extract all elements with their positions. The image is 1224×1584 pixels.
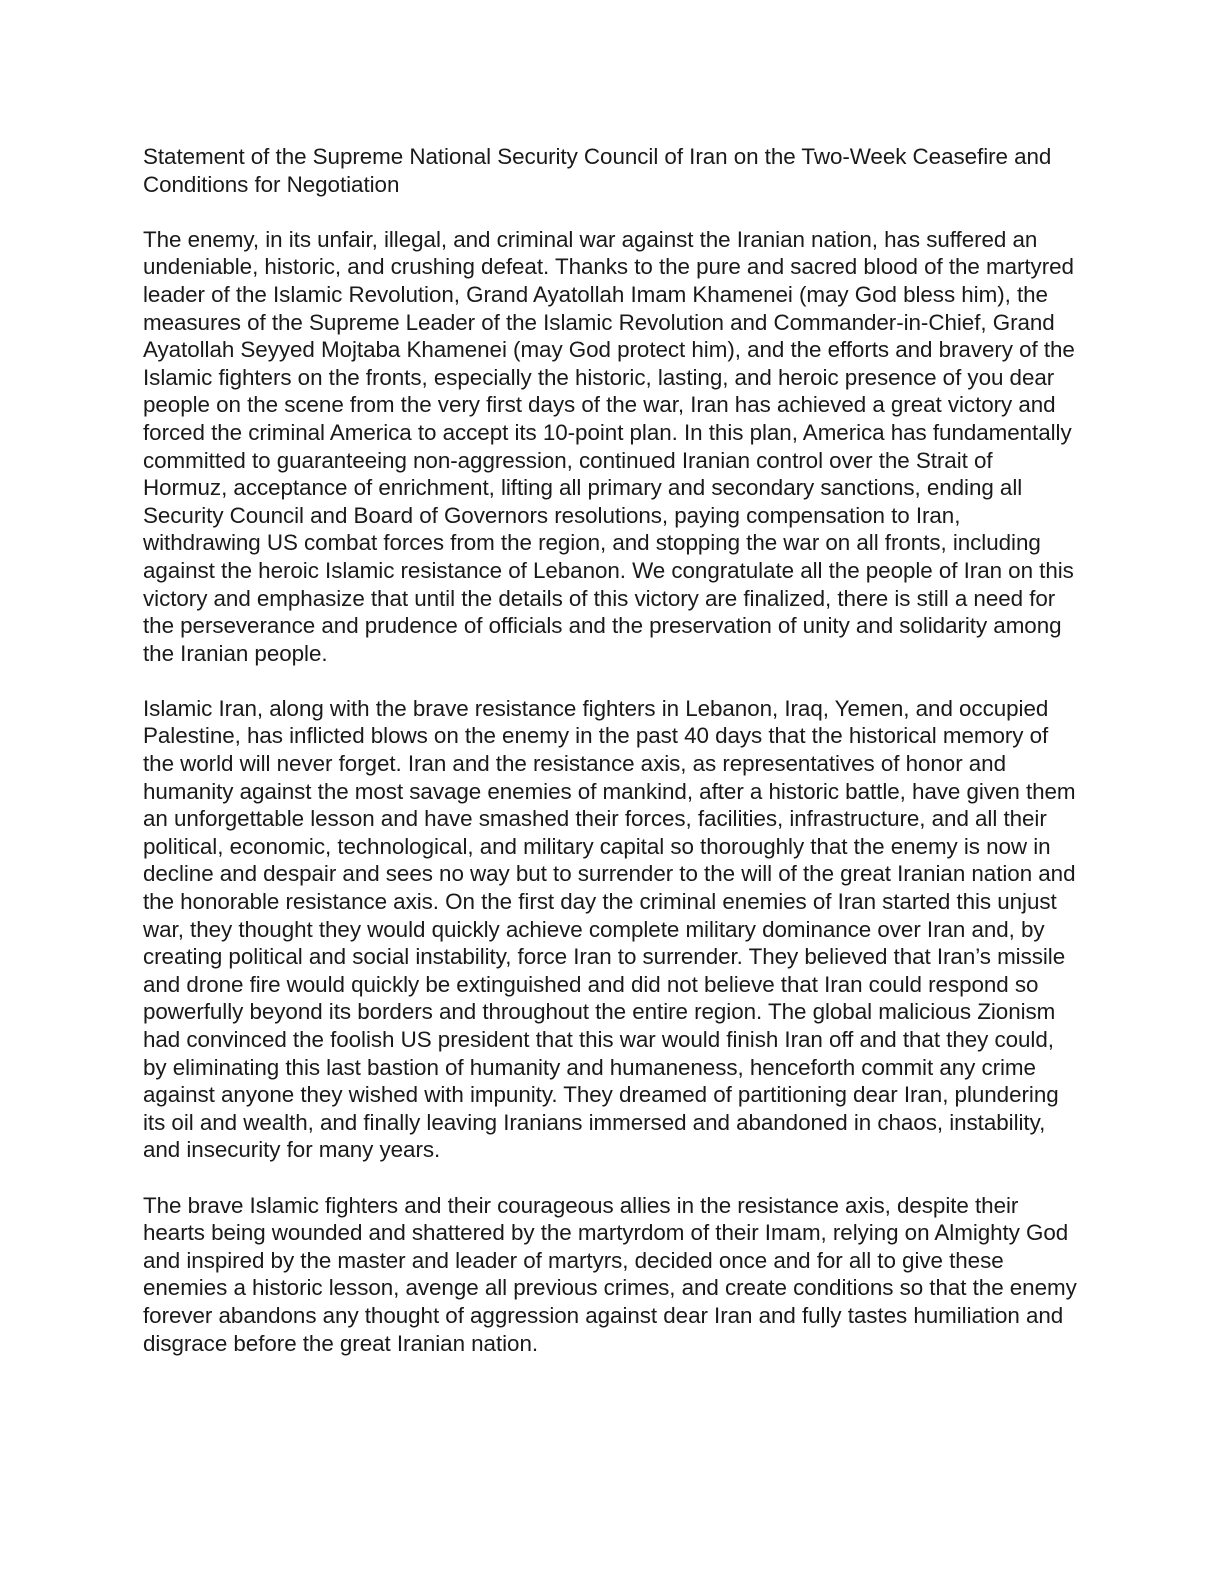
document-title: Statement of the Supreme National Security Council of Iran on the Two-Week Ceasefire and Conditions for Negotiation bbox=[143, 144, 1052, 197]
document-page bbox=[143, 143, 1078, 1357]
paragraph-1: The enemy, in its unfair, illegal, and criminal war against the Iranian nation, has suffered an undeniable, historic, and crushing defeat. Thanks to the pure and sacred blood of the martyred leader of the Islamic Revolution, Grand Ayatollah Imam Khamenei (may God bless him), the measures of the Supreme Leader of the Islamic Revolution and Commander-in-Chief, Grand Ayatollah Seyyed Mojtaba Khamenei (may God protect him), and the efforts and bravery of the Islamic fighters on the fronts, especially the historic, lasting, and heroic presence of you dear people on the scene from the very first days of the war, Iran has achieved a great victory and forced the criminal America to accept its 10-point plan. In this plan, America has fundamentally committed to guaranteeing non-aggression, continued Iranian control over the Strait of Hormuz, acceptance of enrichment, lifting all primary and secondary sanctions, ending all Security Council and Board of Governors resolutions, paying compensation to Iran, withdrawing US combat forces from the region, and stopping the war on all fronts, including against the heroic Islamic resistance of Lebanon. We congratulate all the people of Iran on this victory and emphasize that until the details of this victory are finalized, there is still a need for the perseverance and prudence of officials and the preservation of unity and solidarity among the Iranian people. bbox=[143, 226, 1075, 666]
paragraph-3: The brave Islamic fighters and their courageous allies in the resistance axis, despite their hearts being wounded and shattered by the martyrdom of their Imam, relying on Almighty God and inspired by the master and leader of martyrs, decided once and for all to give these enemies a historic lesson, avenge all previous crimes, and create conditions so that the enemy forever abandons any thought of aggression against dear Iran and fully tastes humiliation and disgrace before the great Iranian nation. bbox=[143, 1192, 1077, 1356]
paragraph-2: Islamic Iran, along with the brave resistance fighters in Lebanon, Iraq, Yemen, and occupied Palestine, has inflicted blows on the enemy in the past 40 days that the historical memory of the world will never forget. Iran and the resistance axis, as representatives of honor and humanity against the most savage enemies of mankind, after a historic battle, have given them an unforgettable lesson and have smashed their forces, facilities, infrastructure, and all their political, economic, technological, and military capital so thoroughly that the enemy is now in decline and despair and sees no way but to surrender to the will of the great Iranian nation and the honorable resistance axis. On the first day the criminal enemies of Iran started this unjust war, they thought they would quickly achieve complete military dominance over Iran and, by creating political and social instability, force Iran to surrender. They believed that Iran’s missile and drone fire would quickly be extinguished and did not believe that Iran could respond so powerfully beyond its borders and throughout the entire region. The global malicious Zionism had convinced the foolish US president that this war would finish Iran off and that they could, by eliminating this last bastion of humanity and humaneness, henceforth commit any crime against anyone they wished with impunity. They dreamed of partitioning dear Iran, plundering its oil and wealth, and finally leaving Iranians immersed and abandoned in chaos, instability, and insecurity for many years. bbox=[143, 695, 1076, 1163]
